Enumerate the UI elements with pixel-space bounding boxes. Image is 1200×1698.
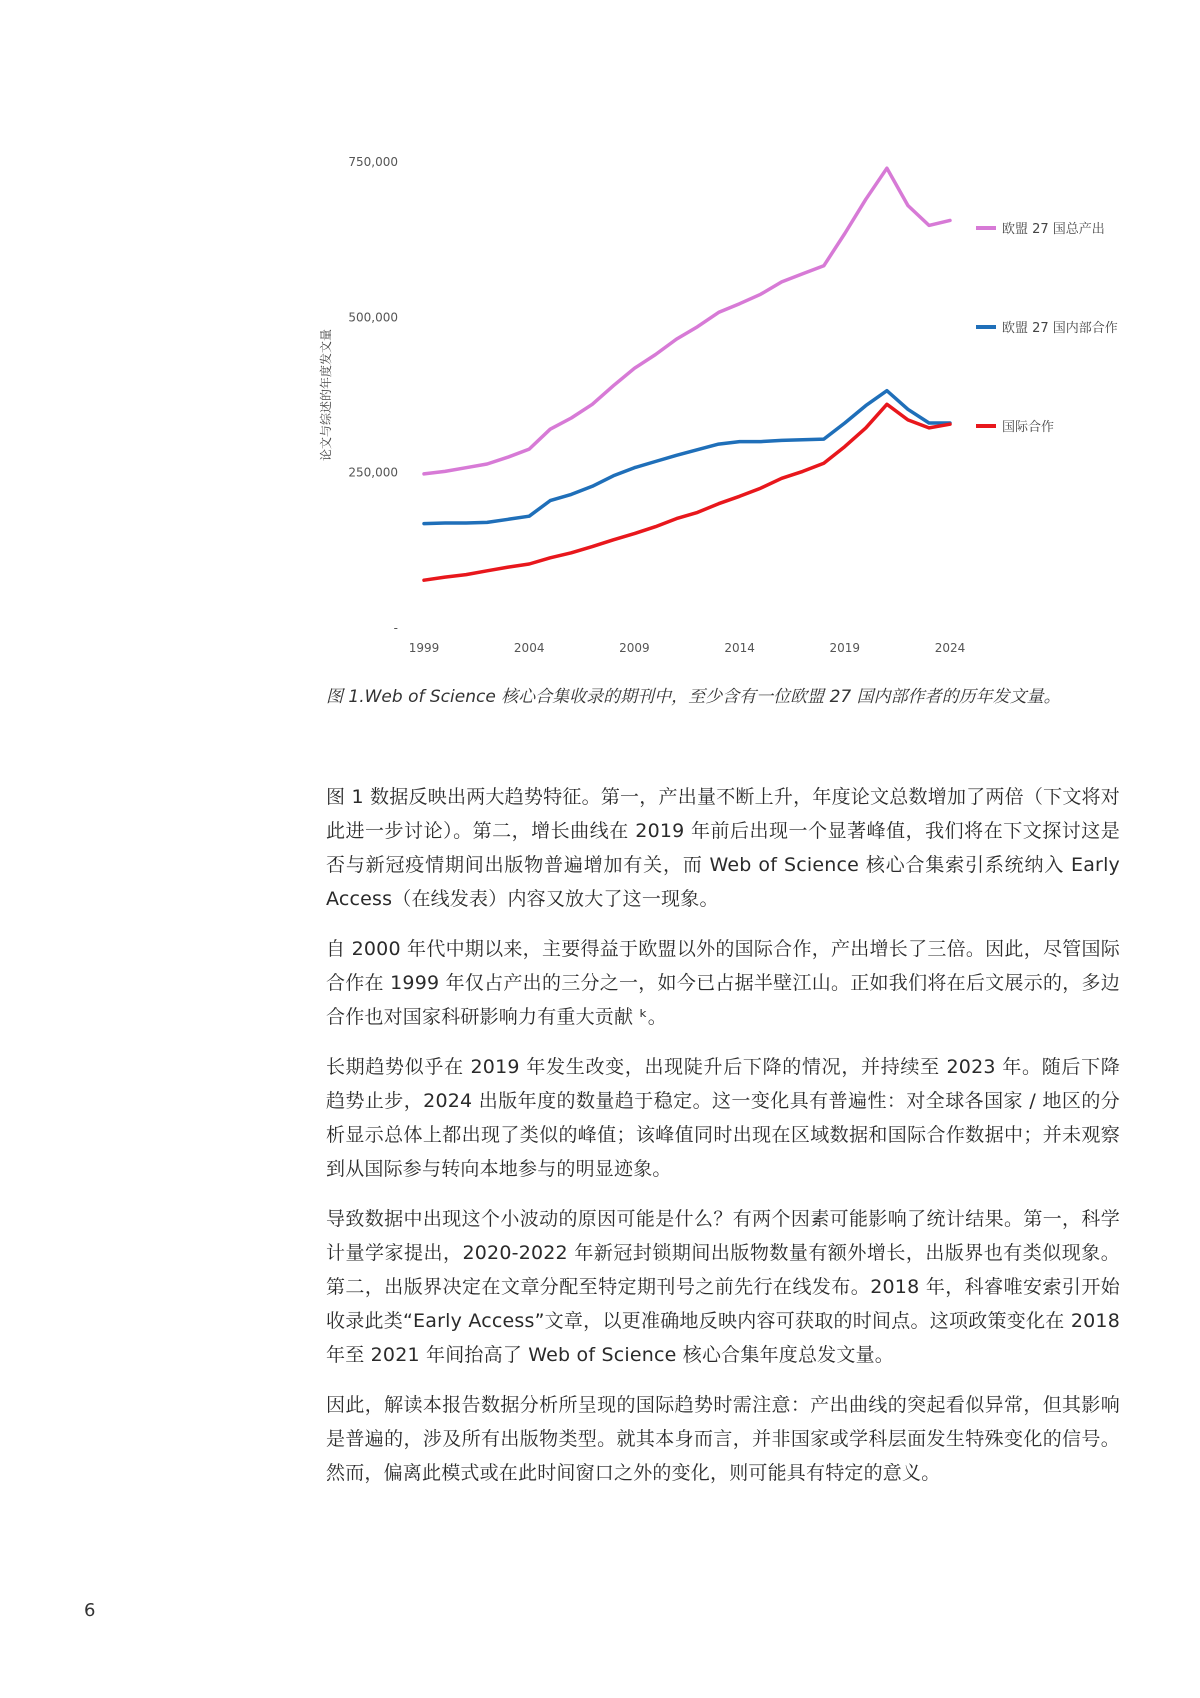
x-tick-label: 2019 [829, 641, 861, 655]
y-tick-label: 750,000 [348, 155, 398, 169]
series-line-3 [424, 404, 950, 580]
body-text [326, 780, 1120, 1506]
y-tick-label: 500,000 [348, 310, 398, 325]
y-axis-title-group [318, 329, 333, 461]
y-axis-title: 论文与综述的年度发文量 [319, 328, 333, 462]
x-axis-ticks [409, 641, 966, 655]
series-lines [424, 168, 950, 580]
x-tick-label: 2004 [513, 641, 545, 655]
line-chart [0, 0, 1200, 670]
legend [976, 221, 1118, 435]
legend-label: 欧盟 27 国内部合作 [1002, 321, 1118, 336]
paragraph-4: 导致数据中出现这个小波动的原因可能是什么？有两个因素可能影响了统计结果。第一，科学计量学家提出，2020-2022 年新冠封锁期间出版物数量有额外增长，出版界也有类似现象。第二，出版界决定在文章分配至特定期刊号之前先行在线发布。2018 年，科睿唯安索引开始收录此类“Early Access”文章，以更准确地反映内容可获取的时间点。这项政策变化在 2018 年至 2021 年间抬高了 Web of Science 核心合集年度总发文量。 [326, 1208, 1120, 1366]
y-tick-label: - [393, 621, 398, 635]
x-tick-label: 1999 [408, 641, 440, 655]
x-tick-label: 2024 [934, 641, 966, 655]
paragraph-3: 长期趋势似乎在 2019 年发生改变，出现陡升后下降的情况，并持续至 2023 年。随后下降趋势止步，2024 出版年度的数量趋于稳定。这一变化具有普遍性：对全球各国家 / 地区的分析显示总体上都出现了类似的峰值；该峰值同时出现在区域数据和国际合作数据中；并未观察到从国际参与转向本地参与的明显迹象。 [326, 1056, 1120, 1180]
paragraph-1: 图 1 数据反映出两大趋势特征。第一，产出量不断上升，年度论文总数增加了两倍（下文将对此进一步讨论）。第二，增长曲线在 2019 年前后出现一个显著峰值，我们将在下文探讨这是否与新冠疫情期间出版物普遍增加有关，而 Web of Science 核心合集索引系统纳入 Early Access（在线发表）内容又放大了这一现象。 [326, 786, 1120, 910]
y-tick-label: 250,000 [348, 465, 398, 480]
series-line-1 [424, 168, 950, 474]
paragraph-2: 自 2000 年代中期以来，主要得益于欧盟以外的国际合作，产出增长了三倍。因此，尽管国际合作在 1999 年仅占产出的三分之一，如今已占据半壁江山。正如我们将在后文展示的，多边合作也对国家科研影响力有重大贡献 ᵏ。 [326, 938, 1120, 1028]
x-tick-label: 2009 [619, 641, 650, 655]
page-number: 6 [84, 1600, 96, 1621]
paragraph-5: 因此，解读本报告数据分析所呈现的国际趋势时需注意：产出曲线的突起看似异常，但其影响是普遍的，涉及所有出版物类型。就其本身而言，并非国家或学科层面发生特殊变化的信号。然而，偏离此模式或在此时间窗口之外的变化，则可能具有特定的意义。 [326, 1394, 1120, 1484]
figure-caption: 图 1.Web of Science 核心合集收录的期刊中，至少含有一位欧盟 27 国内部作者的历年发文量。 [326, 687, 1061, 707]
legend-label: 国际合作 [1002, 420, 1055, 435]
x-tick-label: 2014 [724, 641, 755, 655]
y-axis-ticks [348, 155, 398, 635]
legend-label: 欧盟 27 国总产出 [1002, 222, 1105, 237]
